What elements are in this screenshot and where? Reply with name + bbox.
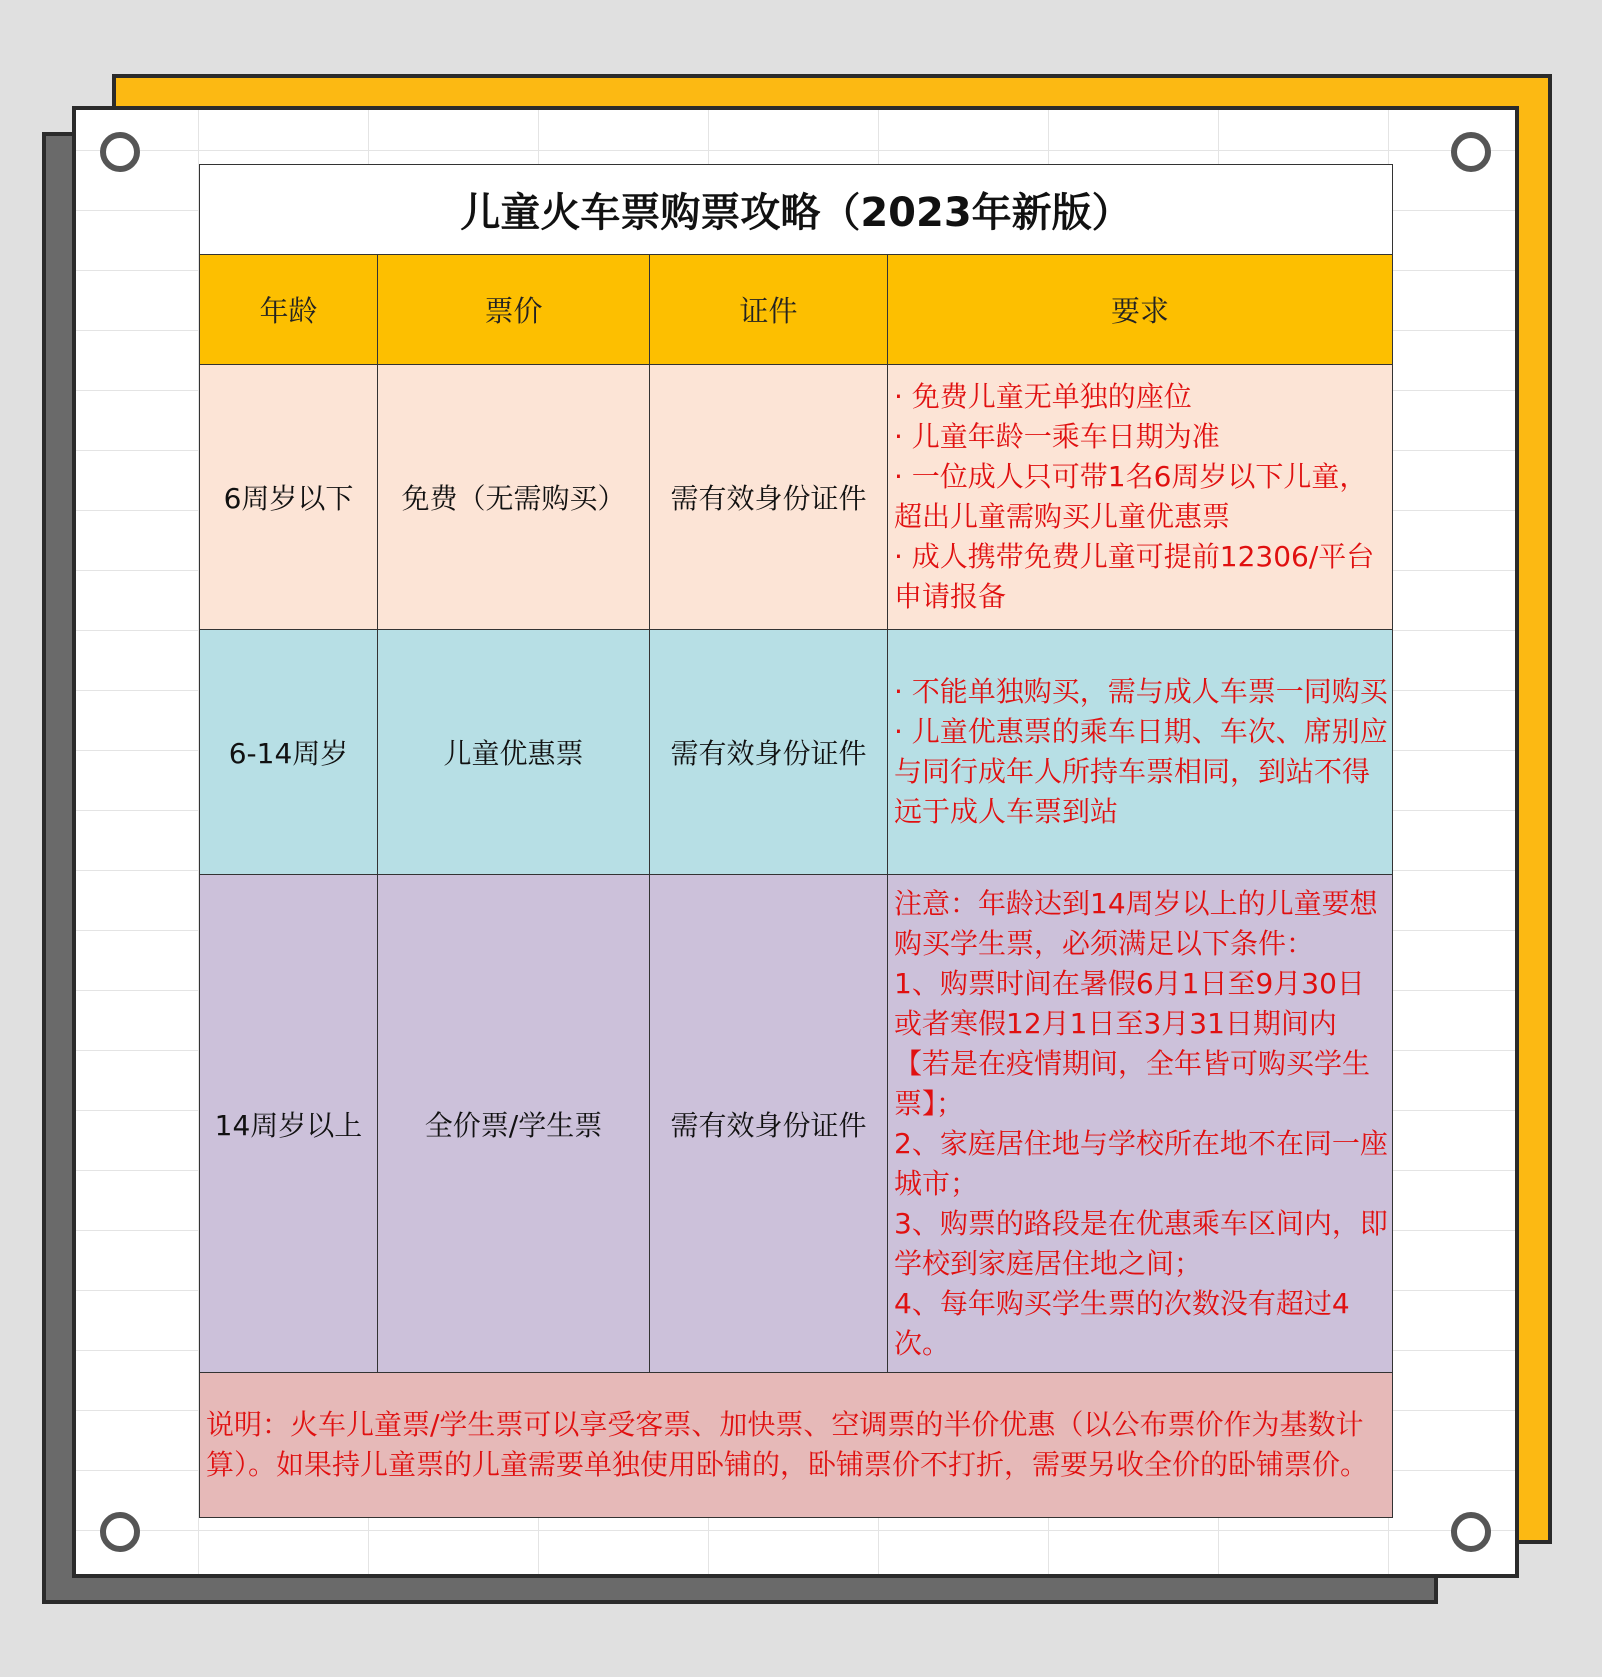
requirement-line: · 儿童优惠票的乘车日期、车次、席别应与同行成年人所持车票相同，到站不得远于成人车票到站 (894, 715, 1388, 828)
age-cell: 6周岁以下 (200, 365, 378, 630)
requirements-cell (888, 875, 1393, 1373)
age-cell: 14周岁以上 (200, 875, 378, 1373)
requirement-line: · 成人携带免费儿童可提前12306/平台申请报备 (894, 540, 1375, 613)
age-cell: 6-14周岁 (200, 630, 378, 875)
requirement-line: · 免费儿童无单独的座位 (894, 380, 1192, 413)
id-doc-cell: 需有效身份证件 (650, 630, 888, 875)
table-row (200, 875, 1393, 1373)
binder-ring-icon (1451, 1512, 1491, 1552)
header-age: 年龄 (200, 255, 378, 365)
page-title: 儿童火车票购票攻略（2023年新版） (200, 165, 1393, 255)
requirement-line: · 不能单独购买，需与成人车票一同购买 (894, 675, 1388, 708)
id-doc-cell: 需有效身份证件 (650, 875, 888, 1373)
requirement-line: 3、购票的路段是在优惠乘车区间内，即学校到家庭居住地之间； (894, 1206, 1388, 1280)
binder-ring-icon (100, 132, 140, 172)
price-cell: 儿童优惠票 (378, 630, 650, 875)
requirement-line: 1、购票时间在暑假6月1日至9月30日或者寒假12月1日至3月31日期间内【若是在疫情期间，全年皆可购买学生票】； (894, 966, 1371, 1120)
ticket-guide-table (199, 164, 1393, 1518)
price-cell: 全价票/学生票 (378, 875, 650, 1373)
table-row (200, 365, 1393, 630)
requirements-cell (888, 365, 1393, 630)
id-doc-cell: 需有效身份证件 (650, 365, 888, 630)
table-row (200, 630, 1393, 875)
binder-ring-icon (100, 1512, 140, 1552)
header-requirements: 要求 (888, 255, 1393, 365)
header-price: 票价 (378, 255, 650, 365)
binder-ring-icon (1451, 132, 1491, 172)
price-cell: 免费（无需购买） (378, 365, 650, 630)
header-id-doc: 证件 (650, 255, 888, 365)
requirement-line: 2、家庭居住地与学校所在地不在同一座城市； (894, 1126, 1388, 1200)
requirement-line: 4、每年购买学生票的次数没有超过4次。 (894, 1286, 1350, 1360)
requirements-cell (888, 630, 1393, 875)
note-text: 说明：火车儿童票/学生票可以享受客票、加快票、空调票的半价优惠（以公布票价作为基数计算）。如果持儿童票的儿童需要单独使用卧铺的，卧铺票价不打折，需要另收全价的卧铺票价。 (200, 1373, 1393, 1518)
requirement-line: 注意：年龄达到14周岁以上的儿童要想购买学生票，必须满足以下条件： (894, 886, 1378, 960)
requirement-line: · 一位成人只可带1名6周岁以下儿童，超出儿童需购买儿童优惠票 (894, 460, 1368, 533)
requirement-line: · 儿童年龄一乘车日期为准 (894, 420, 1220, 453)
